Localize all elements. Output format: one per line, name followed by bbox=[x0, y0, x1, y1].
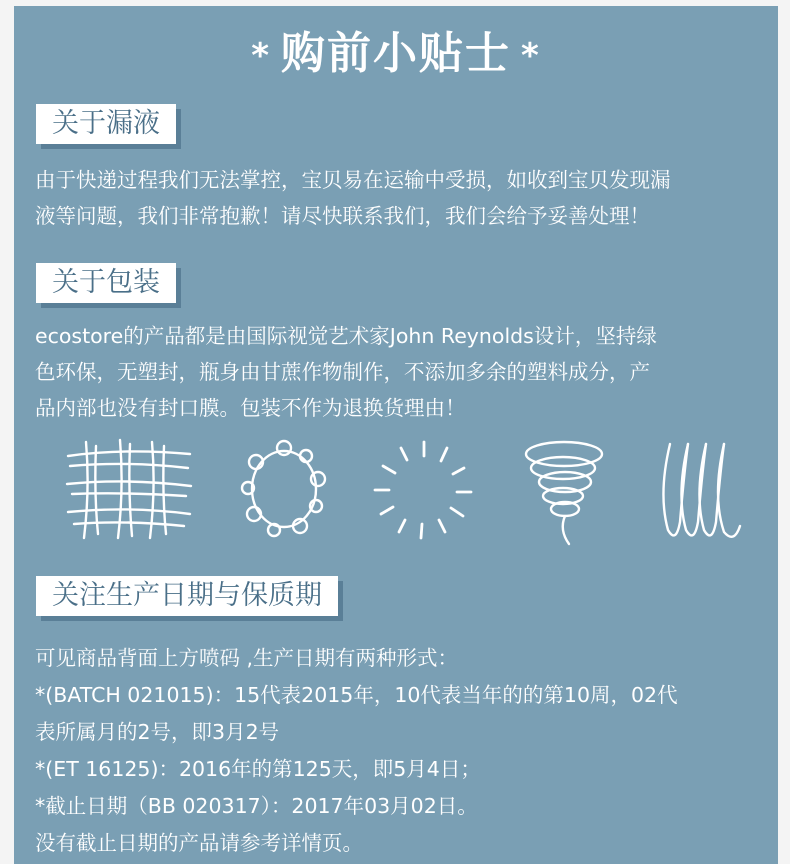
spiral-tornado-icon bbox=[519, 434, 609, 549]
leak-line: 由于快递过程我们无法掌控，宝贝易在运输中受损，如收到宝贝发现漏 bbox=[35, 168, 671, 192]
dates-line: 没有截止日期的产品请参考详情页。 bbox=[35, 831, 363, 855]
section-heading-packaging: 关于包装 bbox=[36, 263, 176, 303]
dates-line: 表所属月的2号，即3月2号 bbox=[35, 720, 280, 744]
dash-burst-icon bbox=[369, 434, 479, 544]
loop-waves-icon bbox=[654, 434, 744, 549]
packaging-paragraph bbox=[35, 318, 775, 426]
section-heading-dates: 关注生产日期与保质期 bbox=[36, 576, 338, 616]
dates-line: *(BATCH 021015)：15代表2015年，10代表当年的的第10周，02代 bbox=[35, 683, 678, 707]
packaging-line: 色环保，无塑封，瓶身由甘蔗作物制作，不添加多余的塑料成分，产 bbox=[35, 360, 650, 384]
page-title bbox=[14, 24, 778, 86]
dates-line: *(ET 16125)：2016年的第125天，即5月4日； bbox=[35, 757, 481, 781]
grid-scribble-icon bbox=[64, 434, 194, 544]
title-star-left: * bbox=[251, 36, 271, 76]
section-heading-leak: 关于漏液 bbox=[36, 104, 176, 144]
doodle-row bbox=[64, 434, 744, 554]
leak-paragraph bbox=[35, 162, 775, 234]
dates-line: 可见商品背面上方喷码 ,生产日期有两种形式： bbox=[35, 646, 459, 670]
loop-ring-icon bbox=[234, 434, 334, 544]
tips-card bbox=[14, 6, 778, 864]
title-text: 购前小贴士 bbox=[281, 28, 511, 79]
dates-paragraph bbox=[35, 640, 775, 862]
leak-line: 液等问题，我们非常抱歉！请尽快联系我们，我们会给予妥善处理！ bbox=[35, 204, 650, 228]
title-star-right: * bbox=[521, 36, 541, 76]
packaging-line: ecostore的产品都是由国际视觉艺术家John Reynolds设计，坚持绿 bbox=[35, 324, 657, 348]
dates-line: *截止日期（BB 020317）：2017年03月02日。 bbox=[35, 794, 478, 818]
packaging-line: 品内部也没有封口膜。包装不作为退换货理由！ bbox=[35, 396, 466, 420]
